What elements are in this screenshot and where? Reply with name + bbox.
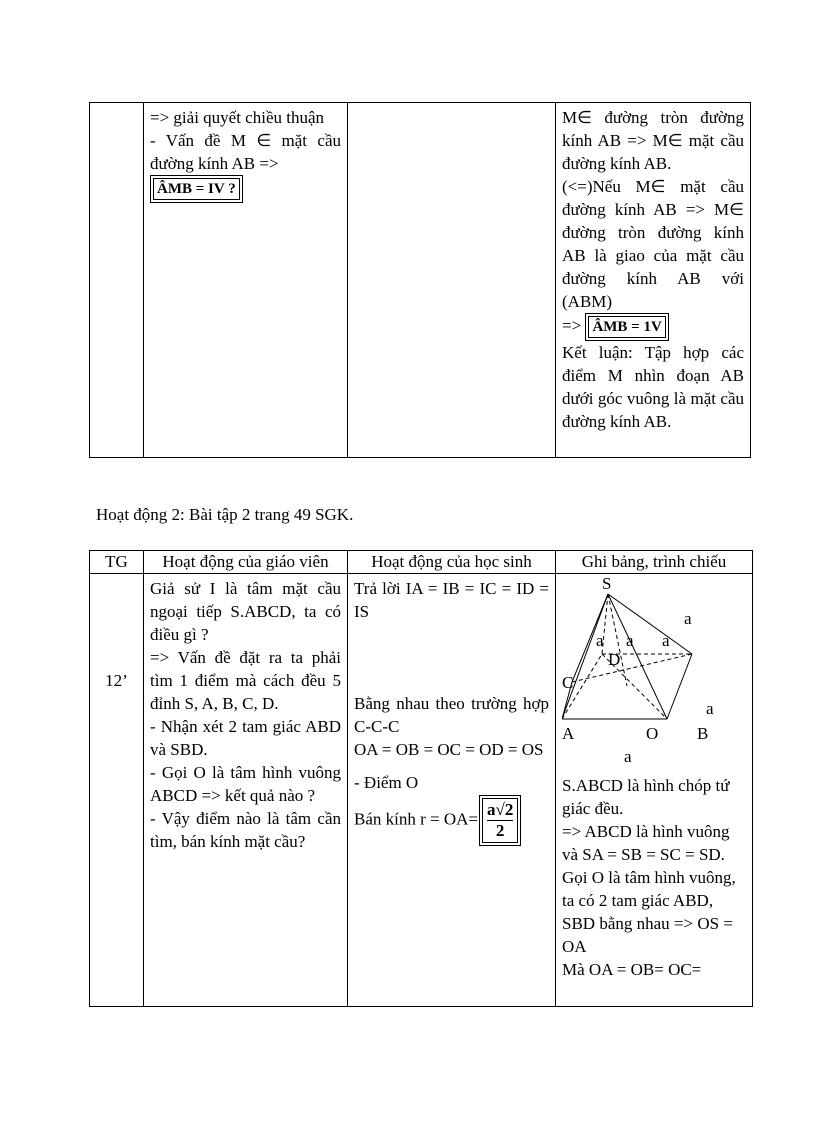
- header-student: Hoạt động của học sinh: [348, 551, 556, 574]
- board-cell: [556, 574, 753, 1007]
- label-s: S: [602, 574, 612, 593]
- label-o: O: [646, 724, 659, 743]
- teacher-line: => Vấn đề đặt ra ta phải tìm 1 điểm mà cách đều 5 đỉnh S, A, B, C, D.: [150, 648, 341, 713]
- teacher-activity-cell: [144, 574, 348, 1007]
- edge-label-a: a: [626, 631, 634, 650]
- edge-label-a: a: [706, 699, 714, 718]
- label-d: D: [608, 650, 621, 669]
- radius-fraction: [482, 798, 518, 843]
- fraction-numerator: a√2: [487, 800, 514, 819]
- continuation-table: [89, 102, 751, 458]
- edge-label-a: a: [684, 609, 692, 628]
- board-line: => ABCD là hình vuông và SA = SB = SC = SD.: [562, 822, 730, 864]
- radius-label: Bán kính r = OA=: [354, 809, 478, 829]
- teacher-line: - Vấn đề M ∈ mặt cầu đường kính AB =>: [150, 131, 341, 173]
- fraction-denominator: 2: [495, 821, 505, 840]
- diagonal-c: [572, 654, 692, 682]
- student-activity-cell: [348, 103, 556, 458]
- header-tg: TG: [90, 551, 144, 574]
- time-cell: [90, 574, 144, 1007]
- student-answer: Bằng nhau theo trường hợp C-C-C: [354, 694, 549, 736]
- time-value: 12’: [105, 670, 128, 690]
- student-answer: - Điểm O: [354, 773, 419, 792]
- edge-sd-right: [608, 594, 692, 654]
- time-cell: [90, 103, 144, 458]
- pyramid-figure: [562, 574, 747, 774]
- board-line: (<=)Nếu M∈ mặt cầu đường kính AB => M∈ đường tròn đường kính AB là giao của mặt cầu đường kính AB với (ABM): [562, 177, 744, 311]
- board-arrow: =>: [562, 316, 582, 335]
- label-b: B: [697, 724, 709, 743]
- board-line: Mà OA = OB= OC=: [562, 960, 702, 979]
- teacher-line: - Vậy điểm nào là tâm cần tìm, bán kính mặt cầu?: [150, 809, 341, 851]
- label-c: C: [562, 673, 574, 692]
- teacher-line: - Gọi O là tâm hình vuông ABCD => kết quả nào ?: [150, 763, 341, 805]
- edge-label-a: a: [596, 631, 604, 650]
- teacher-line: => giải quyết chiều thuận: [150, 108, 325, 127]
- board-line: S.ABCD là hình chóp tứ giác đều.: [562, 776, 730, 818]
- board-cell: [556, 103, 751, 458]
- student-answer: Trả lời IA = IB = IC = ID = IS: [354, 579, 549, 621]
- teacher-activity-cell: [144, 103, 348, 458]
- edge-sa: [562, 594, 608, 719]
- student-answer: OA = OB = OC = OD = OS: [354, 740, 544, 759]
- activity-table: [89, 550, 753, 1007]
- edge-label-a: a: [662, 631, 670, 650]
- activity-heading: Hoạt động 2: Bài tập 2 trang 49 SGK.: [96, 505, 354, 524]
- edge-b-right: [667, 654, 692, 719]
- board-line: M∈ đường tròn đường kính AB => M∈ mặt cầu đường kính AB.: [562, 108, 744, 173]
- teacher-line: Giả sử I là tâm mặt cầu ngoại tiếp S.ABCD, ta có điều gì ?: [150, 579, 341, 644]
- angle-amb-box: ÂMB = 1V: [588, 316, 665, 338]
- angle-amb-question-box: ÂMB = IV ?: [153, 178, 240, 200]
- board-line: Gọi O là tâm hình vuông, ta có 2 tam giác ABD, SBD bằng nhau => OS = OA: [562, 868, 736, 956]
- edge-label-a: a: [624, 747, 632, 766]
- height-so: [608, 594, 627, 686]
- student-activity-cell: [348, 574, 556, 1007]
- header-board: Ghi bảng, trình chiếu: [556, 551, 753, 574]
- board-conclusion: Kết luận: Tập hợp các điểm M nhìn đoạn AB dưới góc vuông là mặt cầu đường kính AB.: [562, 343, 744, 431]
- header-teacher: Hoạt động của giáo viên: [144, 551, 348, 574]
- teacher-line: - Nhận xét 2 tam giác ABD và SBD.: [150, 717, 341, 759]
- label-a: A: [562, 724, 575, 743]
